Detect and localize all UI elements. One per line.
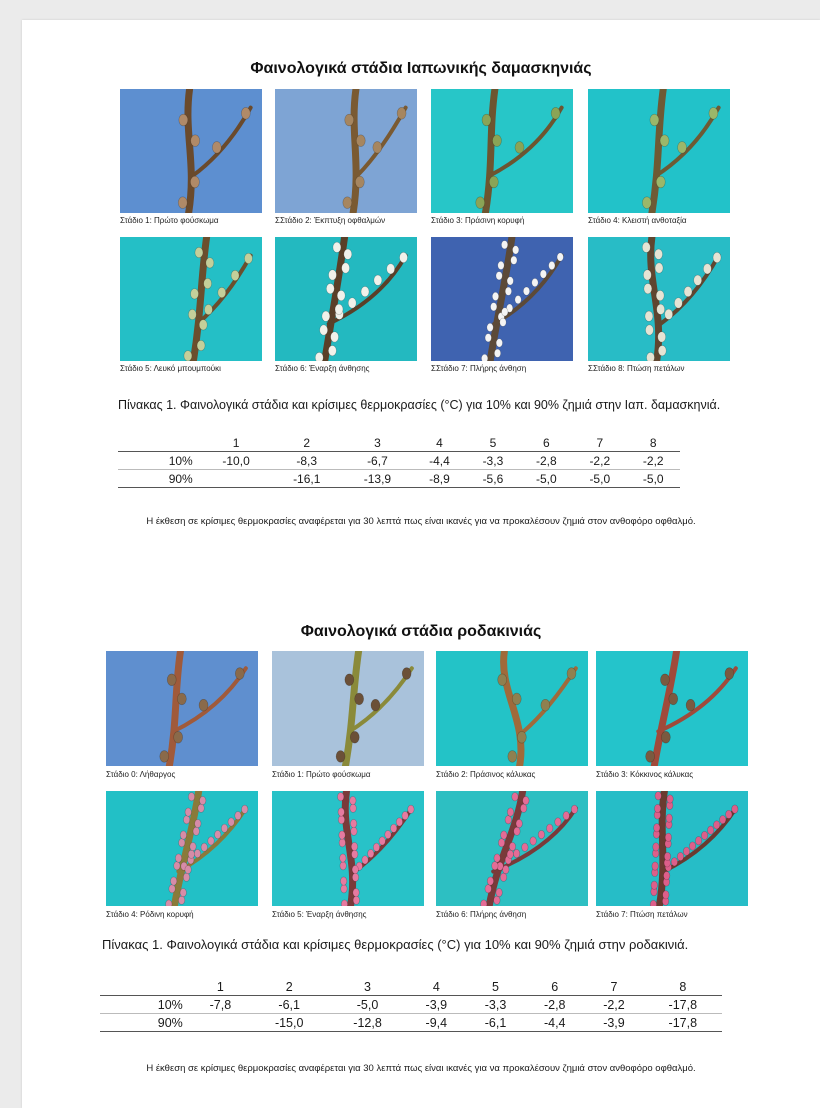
peach-stage-caption: Στάδιο 2: Πράσινος κάλυκας <box>436 770 536 779</box>
table-header-cell: 2 <box>250 978 328 996</box>
table-cell: -2,2 <box>627 452 681 470</box>
peach-stage-photo <box>596 791 748 906</box>
peach-table-caption: Πίνακας 1. Φαινολογικά στάδια και κρίσιμες θερμοκρασίες (°C) για 10% και 90% ζημιά στην ροδακινιά. <box>102 937 689 952</box>
table-cell: -4,4 <box>525 1014 584 1032</box>
peach-stage-caption: Στάδιο 3: Κόκκινος κάλυκας <box>596 770 694 779</box>
table-header-cell: 4 <box>407 978 466 996</box>
table-cell: -16,1 <box>271 470 342 488</box>
plum-stage-photo <box>431 89 573 213</box>
peach-stage-photo <box>272 651 424 766</box>
table-header-row <box>118 434 680 452</box>
table-cell: 10% <box>118 452 201 470</box>
table-cell: -5,0 <box>627 470 681 488</box>
plum-stage-photo <box>431 237 573 361</box>
peach-stage-caption: Στάδιο 7: Πτώση πετάλων <box>596 910 688 919</box>
peach-stage-caption: Στάδιο 5: Έναρξη άνθησης <box>272 910 367 919</box>
peach-section-title: Φαινολογικά στάδια ροδακινιάς <box>300 623 542 640</box>
table-header-row <box>100 978 722 996</box>
plum-stage-caption: Στάδιο 1: Πρώτο φούσκωμα <box>120 216 219 225</box>
plum-stage-photo <box>120 89 262 213</box>
peach-stage-caption: Στάδιο 4: Ρόδινη κορυφή <box>106 910 194 919</box>
table-row <box>100 996 722 1014</box>
table-header-cell: 5 <box>466 434 519 452</box>
table-header-cell <box>118 434 201 452</box>
table-cell: -17,8 <box>644 996 722 1014</box>
table-cell: -5,0 <box>573 470 626 488</box>
document-page <box>22 20 820 1108</box>
table-cell <box>191 1014 250 1032</box>
table-cell: -8,9 <box>413 470 466 488</box>
table-cell: -2,8 <box>525 996 584 1014</box>
table-row <box>100 1014 722 1032</box>
peach-stage-photo <box>106 791 258 906</box>
peach-stage-caption: Στάδιο 6: Πλήρης άνθηση <box>436 910 527 919</box>
table-header-cell: 3 <box>328 978 406 996</box>
table-cell: -4,4 <box>413 452 466 470</box>
plum-stage-photo <box>275 89 417 213</box>
table-cell: -9,4 <box>407 1014 466 1032</box>
table-header-cell: 8 <box>627 434 681 452</box>
table-cell: -3,9 <box>584 1014 643 1032</box>
table-cell: -2,2 <box>584 996 643 1014</box>
plum-table-caption: Πίνακας 1. Φαινολογικά στάδια και κρίσιμες θερμοκρασίες (°C) για 10% και 90% ζημιά στην Ιαπ. δαμασκηνιά. <box>118 398 721 412</box>
table-cell: -6,1 <box>250 996 328 1014</box>
table-cell: -6,7 <box>342 452 413 470</box>
table-header-cell: 1 <box>191 978 250 996</box>
plum-section-title: Φαινολογικά στάδια Ιαπωνικής δαμασκηνιάς <box>250 60 592 77</box>
peach-stage-photo <box>436 651 588 766</box>
table-header-cell: 2 <box>271 434 342 452</box>
table-cell: 10% <box>100 996 191 1014</box>
table-header-cell: 7 <box>584 978 643 996</box>
table-cell: -2,2 <box>573 452 626 470</box>
table-header-cell: 5 <box>466 978 525 996</box>
table-header-cell: 6 <box>520 434 573 452</box>
table-cell: -5,0 <box>328 996 406 1014</box>
plum-footnote: Η έκθεση σε κρίσιμες θερμοκρασίες αναφέρεται για 30 λεπτά πως είναι ικανές για να προκαλέσουν ζημιά στον ανθοφόρο οφθαλμό. <box>146 516 696 527</box>
table-row <box>118 470 680 488</box>
peach-stage-photo <box>106 651 258 766</box>
table-cell: -17,8 <box>644 1014 722 1032</box>
table-cell: -3,3 <box>466 996 525 1014</box>
plum-stage-caption: ΣΣτάδιο 2: Έκπτυξη οφθαλμών <box>275 216 386 225</box>
table-cell: -12,8 <box>328 1014 406 1032</box>
peach-temperature-table <box>100 978 722 1032</box>
table-cell: -13,9 <box>342 470 413 488</box>
plum-stage-photo <box>120 237 262 361</box>
table-cell: -3,9 <box>407 996 466 1014</box>
table-cell: -15,0 <box>250 1014 328 1032</box>
plum-stage-photo <box>275 237 417 361</box>
peach-stage-photo <box>272 791 424 906</box>
table-header-cell: 1 <box>201 434 272 452</box>
plum-stage-caption: Στάδιο 4: Κλειστή ανθοταξία <box>588 216 687 225</box>
table-header-cell: 6 <box>525 978 584 996</box>
table-cell: 90% <box>118 470 201 488</box>
table-cell: -8,3 <box>271 452 342 470</box>
table-row <box>118 452 680 470</box>
table-header-cell: 3 <box>342 434 413 452</box>
peach-footnote: Η έκθεση σε κρίσιμες θερμοκρασίες αναφέρεται για 30 λεπτά πως είναι ικανές για να προκαλέσουν ζημιά στον ανθοφόρο οφθαλμό. <box>146 1063 696 1074</box>
table-cell <box>201 470 272 488</box>
table-cell: -7,8 <box>191 996 250 1014</box>
plum-stage-caption: ΣΣτάδιο 8: Πτώση πετάλων <box>588 364 685 373</box>
plum-stage-caption: Στάδιο 5: Λευκό μπουμπούκι <box>120 364 221 373</box>
peach-stage-photo <box>596 651 748 766</box>
table-header-cell: 7 <box>573 434 626 452</box>
table-header-cell <box>100 978 191 996</box>
peach-stage-caption: Στάδιο 1: Πρώτο φούσκωμα <box>272 770 371 779</box>
plum-stage-caption: ΣΣτάδιο 7: Πλήρης άνθηση <box>431 364 527 373</box>
table-header-cell: 4 <box>413 434 466 452</box>
table-cell: -2,8 <box>520 452 573 470</box>
table-cell: -10,0 <box>201 452 272 470</box>
table-cell: -5,0 <box>520 470 573 488</box>
table-cell: -3,3 <box>466 452 519 470</box>
peach-stage-caption: Στάδιο 0: Λήθαργος <box>106 770 176 779</box>
plum-stage-photo <box>588 89 730 213</box>
peach-stage-photo <box>436 791 588 906</box>
plum-stage-caption: Στάδιο 3: Πράσινη κορυφή <box>431 216 525 225</box>
table-cell: 90% <box>100 1014 191 1032</box>
table-cell: -5,6 <box>466 470 519 488</box>
table-cell: -6,1 <box>466 1014 525 1032</box>
plum-stage-caption: Στάδιο 6: Έναρξη άνθησης <box>275 364 370 373</box>
plum-stage-photo <box>588 237 730 361</box>
plum-temperature-table <box>118 434 680 488</box>
table-header-cell: 8 <box>644 978 722 996</box>
